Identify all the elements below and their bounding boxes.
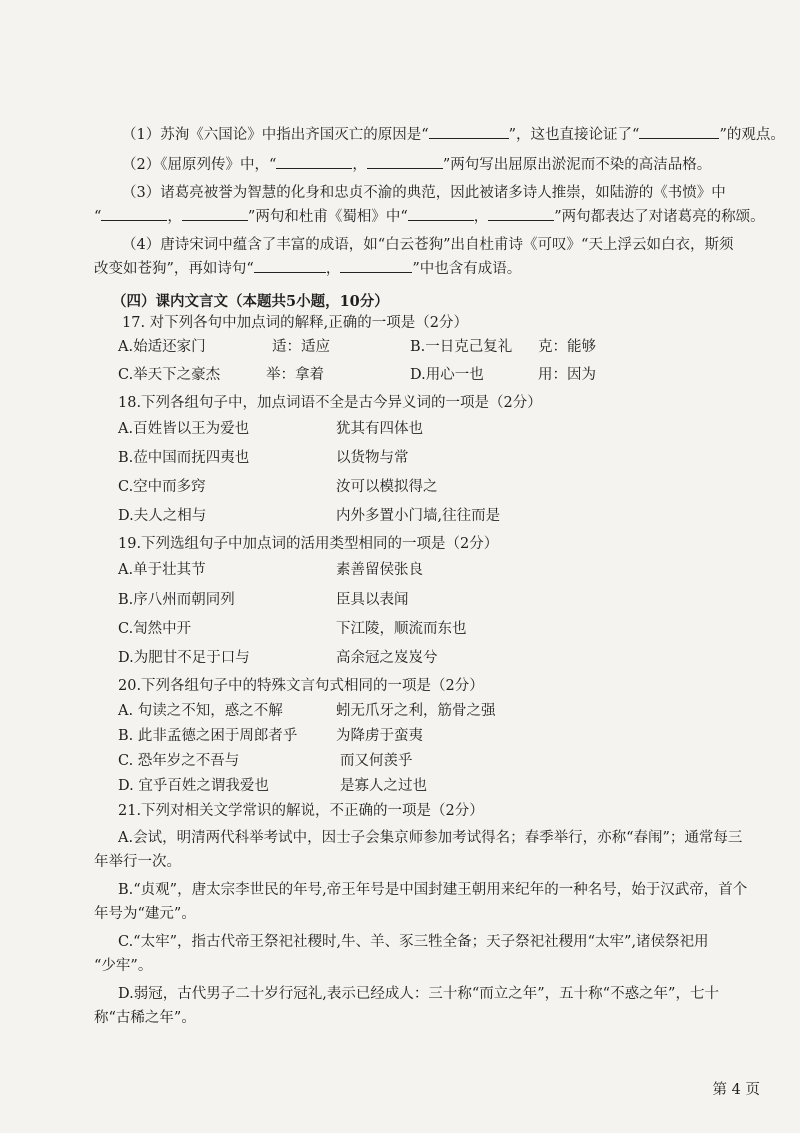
option-text: C. 恐年岁之不吾与 [118, 753, 240, 769]
q21-option-a-line-1[interactable]: A.会试，明清两代科举考试中，因士子会集京师参加考试得名；春季举行，亦称“春闱”；通常每三 [118, 830, 743, 846]
q21-option-b-line-2: 年号为“建元”。 [94, 906, 196, 922]
q18-option-c[interactable] [118, 476, 206, 498]
q18-option-a-pair: 犹其有四体也 [336, 421, 423, 437]
q19-option-c-pair: 下江陵，顺流而东也 [336, 621, 467, 637]
q1-text-c: ”的观点。 [719, 127, 785, 143]
q4-line-1: （4）唐诗宋词中蕴含了丰富的成语，如“白云苍狗”出自杜甫诗《可叹》“天上浮云如白衣，斯须 [122, 237, 734, 253]
option-text: D.夫人之相与 [118, 508, 207, 524]
recitation-q3-line-2 [94, 206, 765, 228]
q20-option-d-pair: 是寡人之过也 [340, 778, 427, 794]
answer-blank[interactable] [639, 124, 719, 139]
q20-option-a-pair: 蚓无爪牙之利，筋骨之强 [336, 703, 496, 719]
recitation-q4-line-2 [94, 258, 521, 280]
q20-option-c-pair: 而又何羡乎 [340, 753, 413, 769]
answer-blank[interactable] [276, 154, 352, 169]
q19-option-c[interactable] [118, 618, 191, 640]
q17-option-a-gloss: 适：适应 [272, 339, 330, 355]
option-text: B.一日克己复礼 [410, 339, 513, 355]
option-text: C.訇然中开 [118, 621, 192, 637]
q3-text-e: ”两句都表达了对诸葛亮的称颂。 [554, 209, 765, 225]
q20-option-b-pair: 为降虏于蛮夷 [336, 728, 423, 744]
q4-text-a: 改变如苍狗”，再如诗句“ [94, 261, 254, 277]
q3-line-1: （3）诸葛亮被誉为智慧的化身和忠贞不渝的典范，因此被诸多诗人推崇，如陆游的《书愤》中 [122, 185, 726, 201]
q21-option-c-line-1[interactable]: C.“太牢”，指古代帝王祭祀社稷时,牛、羊、豕三牲全备；天子祭祀社稷用“太牢”,诸侯祭祀用 [118, 934, 709, 950]
q2-text-a: （2）《屈原列传》中，“ [122, 157, 277, 173]
q1-text-b: ”，这也直接论证了“ [508, 127, 640, 143]
q19-option-b[interactable] [118, 589, 235, 611]
recitation-q2 [122, 154, 711, 176]
answer-blank[interactable] [429, 124, 509, 139]
q21-option-c-line-2: “少牢”。 [94, 958, 153, 974]
q20-stem: 20.下列各组句子中的特殊文言句式相同的一项是（2分） [118, 678, 484, 694]
answer-blank[interactable] [101, 206, 167, 221]
q4-text-c: ”中也含有成语。 [412, 261, 522, 277]
q21-option-b-line-1[interactable]: B.“贞观”，唐太宗李世民的年号,帝王年号是中国封建王朝用来纪年的一种名号，始于汉武帝，首个 [118, 882, 748, 898]
answer-blank[interactable] [408, 206, 474, 221]
q3-text-a: “ [94, 209, 102, 225]
option-text: A.百姓皆以王为爱也 [118, 421, 250, 437]
option-text: D. 宜乎百姓之谓我爱也 [118, 778, 269, 794]
q18-option-d[interactable] [118, 505, 206, 527]
q17-option-d-gloss: 用：因为 [538, 367, 596, 383]
q17-option-c-gloss: 举：拿着 [266, 367, 324, 383]
page-number: 第 4 页 [712, 1082, 760, 1098]
answer-blank[interactable] [340, 258, 412, 273]
option-text: A.单于壮其节 [118, 562, 206, 578]
q3-text-b: ， [167, 209, 182, 225]
option-text: A. 句读之不知，惑之不解 [118, 703, 283, 719]
q20-option-c[interactable] [118, 750, 239, 772]
q21-option-a-line-2: 年举行一次。 [94, 854, 181, 870]
recitation-q1 [122, 124, 785, 146]
option-text: B.莅中国而抚四夷也 [118, 450, 250, 466]
q2-text-b: ， [352, 157, 367, 173]
q18-option-a[interactable] [118, 418, 249, 440]
q18-option-c-pair: 汝可以模拟得之 [336, 479, 438, 495]
q20-option-d[interactable] [118, 775, 269, 797]
option-text: B. 此非孟德之困于周郎者乎 [118, 728, 298, 744]
q3-text-d: ， [473, 209, 489, 225]
q4-text-b: ， [325, 261, 341, 277]
q18-option-d-pair: 内外多置小门墙,往往而是 [336, 508, 501, 524]
q3-text-c: ”两句和杜甫《蜀相》中“ [247, 209, 408, 225]
q17-option-a[interactable] [118, 336, 206, 358]
answer-blank[interactable] [254, 258, 326, 273]
q17-option-c[interactable] [118, 364, 220, 386]
q21-stem: 21.下列对相关文学常识的解说，不正确的一项是（2分） [118, 803, 484, 819]
q19-option-a-pair: 素善留侯张良 [336, 562, 423, 578]
q19-option-d-pair: 高余冠之岌岌兮 [336, 650, 438, 666]
option-text: D.为肥甘不足于口与 [118, 650, 250, 666]
q21-option-d-line-1[interactable]: D.弱冠，古代男子二十岁行冠礼,表示已经成人：三十称“而立之年”，五十称“不惑之年”，七十 [118, 986, 719, 1002]
q19-option-b-pair: 臣具以表闻 [336, 592, 409, 608]
q1-text-a: （1）苏洵《六国论》中指出齐国灭亡的原因是“ [122, 127, 429, 143]
answer-blank[interactable] [182, 206, 248, 221]
option-text: A.始适还家门 [118, 339, 206, 355]
q18-option-b-pair: 以货物与常 [336, 450, 409, 466]
answer-blank[interactable] [367, 154, 443, 169]
q21-option-d-line-2: 称“古稀之年”。 [94, 1010, 196, 1026]
option-text: D.用心一也 [410, 367, 484, 383]
q18-stem: 18.下列各组句子中，加点词语不全是古今异义词的一项是（2分） [118, 395, 542, 411]
q20-option-b[interactable] [118, 725, 297, 747]
option-text: C.空中而多窍 [118, 479, 206, 495]
q20-option-a[interactable] [118, 700, 283, 722]
q18-option-b[interactable] [118, 447, 249, 469]
answer-blank[interactable] [488, 206, 554, 221]
q17-option-b-gloss: 克：能够 [538, 339, 596, 355]
option-text: B.序八州而朝同列 [118, 592, 235, 608]
q19-option-d[interactable] [118, 647, 250, 669]
q2-text-c: ”两句写出屈原出淤泥而不染的高洁品格。 [442, 157, 712, 173]
q19-option-a[interactable] [118, 559, 206, 581]
q19-stem: 19.下列选组句子中加点词的活用类型相同的一项是（2分） [118, 536, 499, 552]
q17-option-d[interactable] [410, 364, 484, 386]
section-title: （四）课内文言文（本题共5小题，10分） [112, 293, 389, 310]
option-text: C.举天下之豪杰 [118, 367, 221, 383]
q17-option-b[interactable] [410, 336, 512, 358]
q17-stem: 17. 对下列各句中加点词的解释,正确的一项是（2分） [122, 315, 469, 331]
